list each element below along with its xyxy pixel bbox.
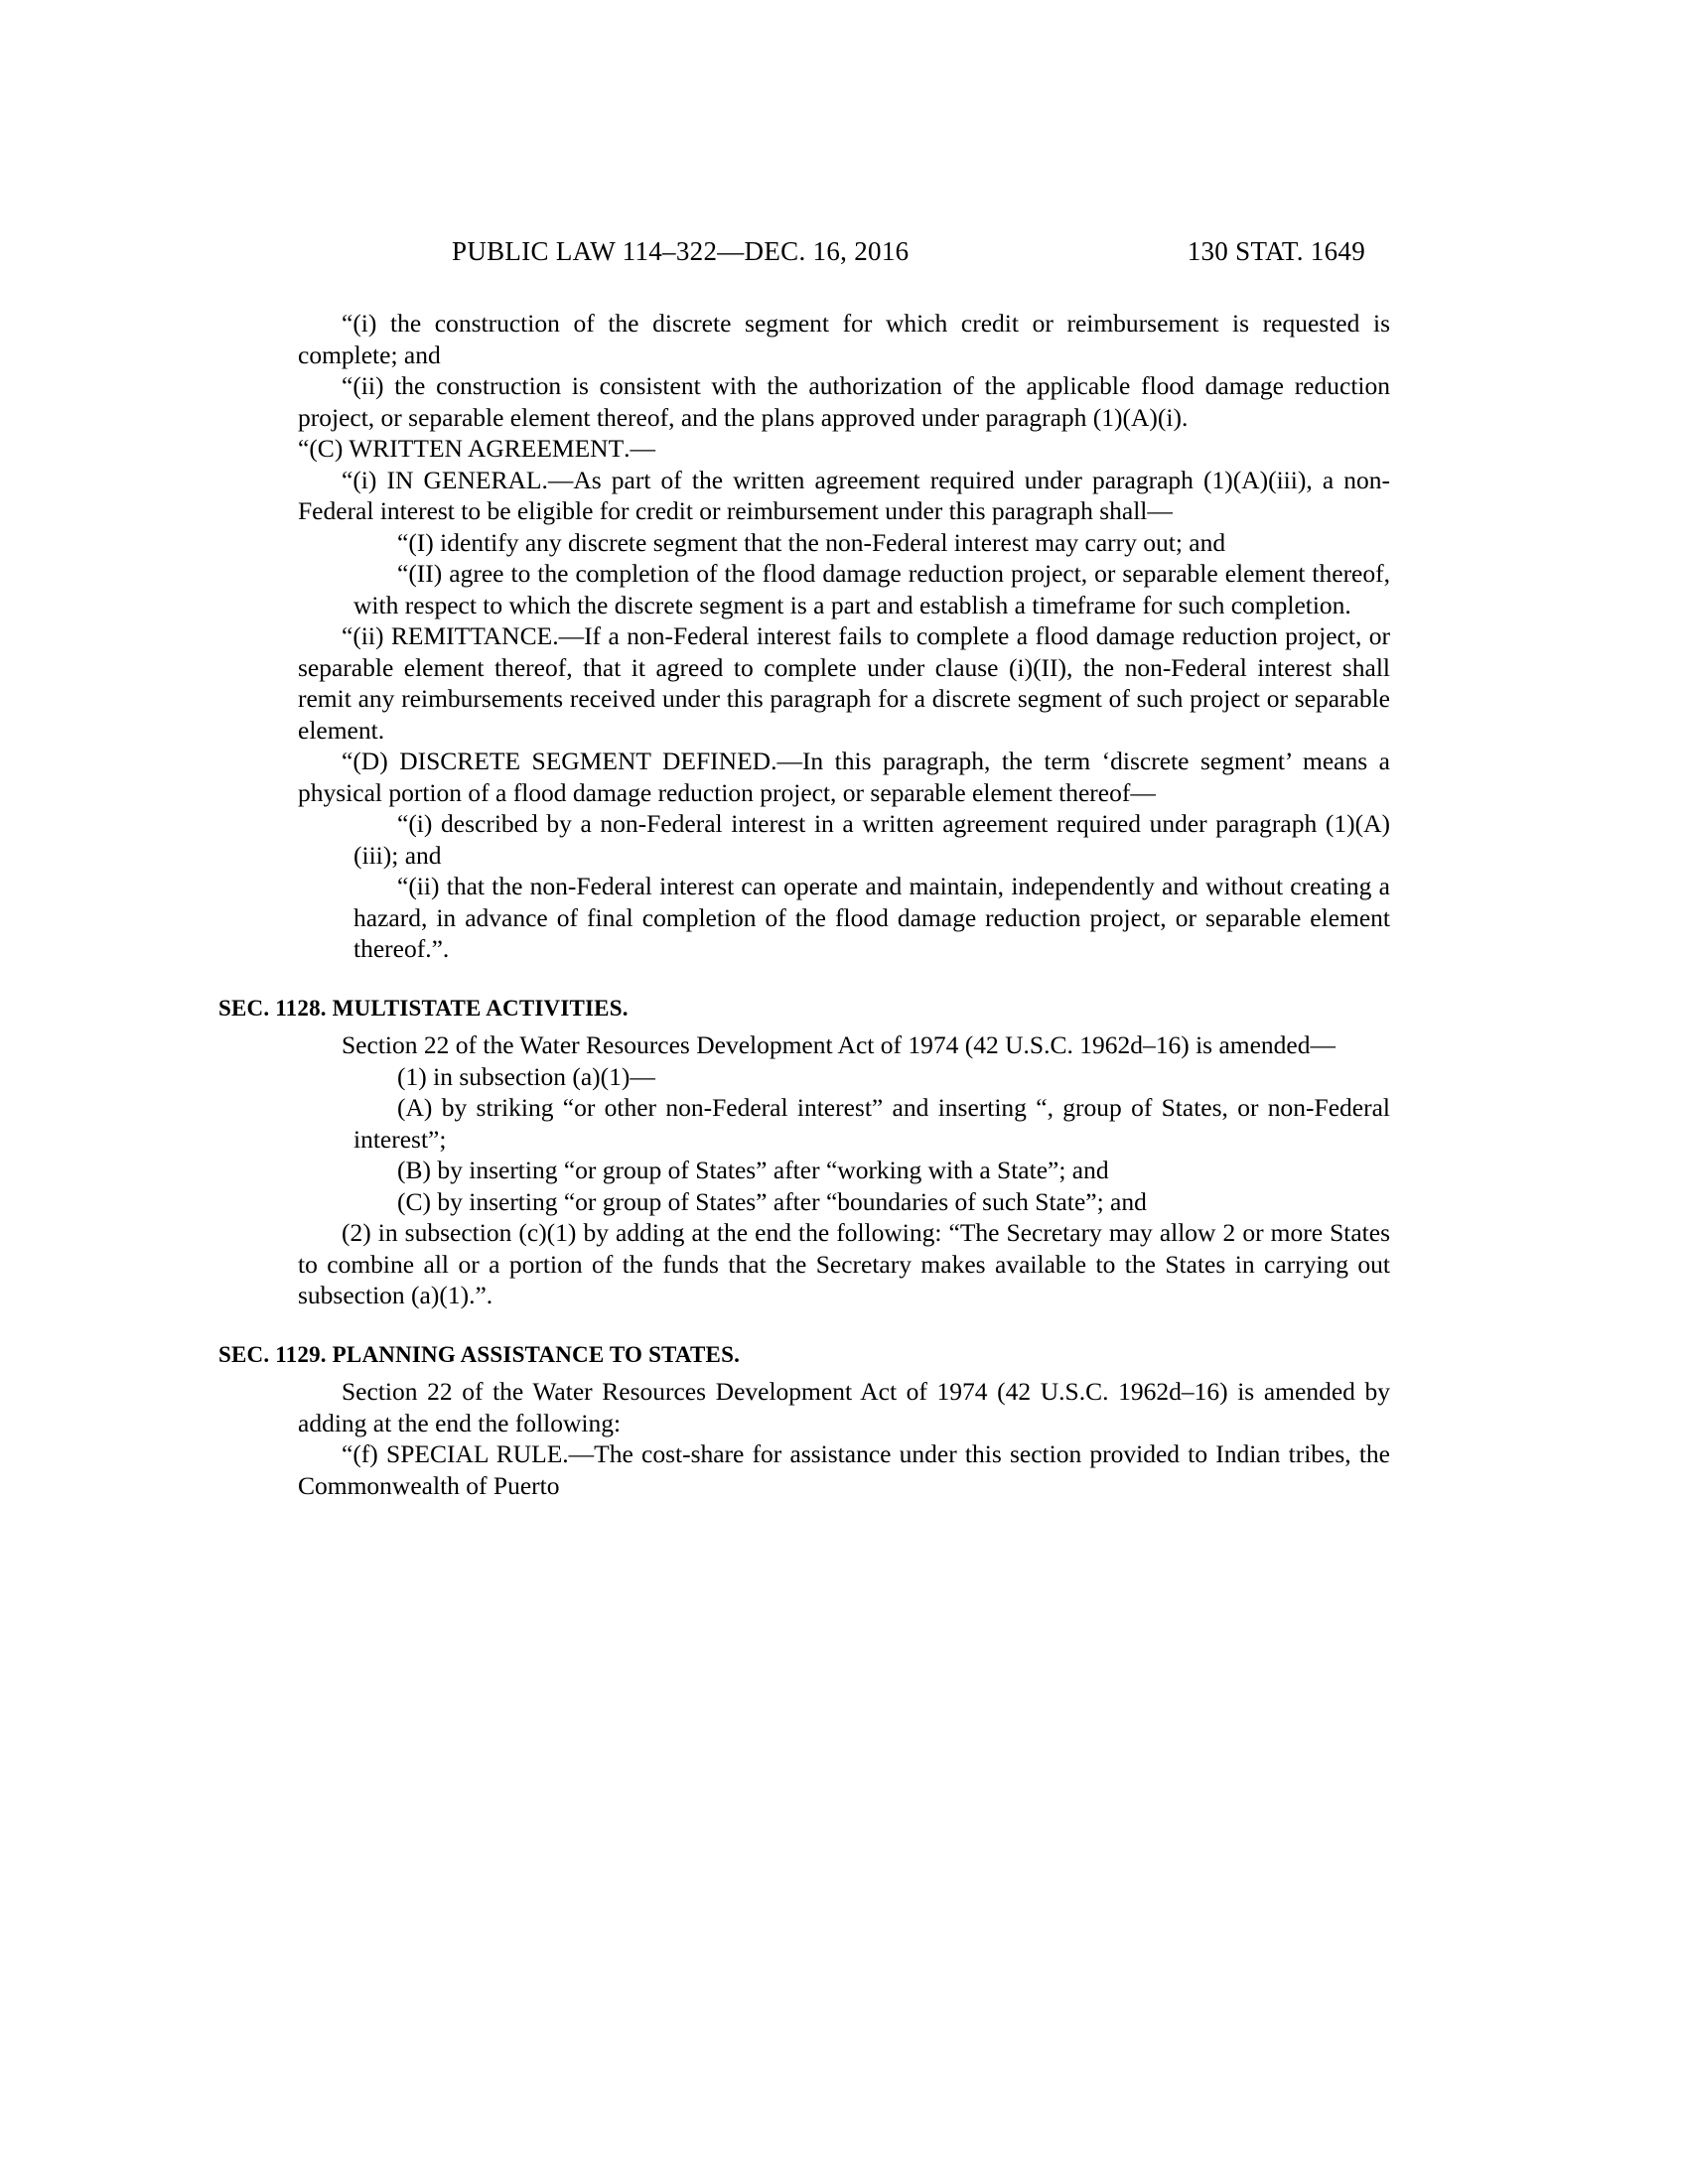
para-d-tail: .—In this paragraph, the term ‘discrete segment’ means a physical portion of a flood damage reduction project, or separable element thereof— <box>298 747 1390 807</box>
paragraph-f-special-rule <box>298 1438 1390 1501</box>
paragraph-2-subsection-c1: (2) in subsection (c)(1) by adding at the end the following: “The Secretary may allow 2 or more States to combine all or a portion of the funds that the Secretary makes available to the States in carrying out subsection (a)(1).”. <box>298 1218 1390 1309</box>
para-f-smallcaps: PECIAL RULE <box>400 1439 563 1468</box>
paragraph-i-construction-complete: “(i) the construction of the discrete segment for which credit or reimbursement is requested is complete; and <box>298 309 1390 369</box>
para-d-smallcaps: ISCRETE SEGMENT DEFINED <box>417 747 772 775</box>
para-f-tail: .—The cost-share for assistance under this section provided to Indian tribes, the Commonwealth of Puerto <box>298 1439 1390 1500</box>
paragraph-c-i-in-general <box>298 465 1390 527</box>
paragraph-c-ii-remittance <box>298 620 1390 746</box>
header-stat-citation: 130 STAT. 1649 <box>1187 236 1365 266</box>
para-d-lead: “(D) D <box>342 747 418 775</box>
paragraph-1-subsection-a1: (1) in subsection (a)(1)— <box>397 1061 655 1091</box>
paragraph-c-written-agreement-head <box>298 433 1390 465</box>
page-header <box>452 236 1365 267</box>
para-c-lead: “(C) W <box>298 434 373 463</box>
para-c-smallcaps: RITTEN AGREEMENT <box>372 434 625 463</box>
paragraph-sec1128-intro: Section 22 of the Water Resources Development Act of 1974 (42 U.S.C. 1962d–16) is amended— <box>342 1030 1336 1059</box>
section-heading-1129: SEC. 1129. PLANNING ASSISTANCE TO STATES. <box>218 1341 741 1367</box>
section-heading-1128: SEC. 1128. MULTISTATE ACTIVITIES. <box>218 995 629 1021</box>
paragraph-A-striking: (A) by striking “or other non-Federal interest” and inserting “, group of States, or non-Federal interest”; <box>353 1093 1390 1154</box>
paragraph-II-agree-completion: “(II) agree to the completion of the flood damage reduction project, or separable element thereof, with respect to which the discrete segment is a part and establish a timeframe for such completion. <box>353 559 1390 619</box>
paragraph-d-discrete-segment-defined <box>298 746 1390 808</box>
para-f-lead: “(f) S <box>342 1439 401 1468</box>
header-public-law: PUBLIC LAW 114–322—DEC. 16, 2016 <box>452 236 910 266</box>
paragraph-sec1129-intro: Section 22 of the Water Resources Development Act of 1974 (42 U.S.C. 1962d–16) is amended by adding at the end the following: <box>298 1377 1390 1437</box>
para-c-ii-tail: .—If a non-Federal interest fails to complete a flood damage reduction project, or separable element thereof, that it agreed to complete under clause (i)(II), the non-Federal interest shall remit any reimbursements received under this paragraph for a discrete segment of such project or separable element. <box>298 621 1390 745</box>
para-c-i-lead: “(i) I <box>342 465 395 494</box>
para-c-ii-smallcaps: EMITTANCE <box>407 621 553 650</box>
paragraph-d-i-described-by: “(i) described by a non-Federal interest in a written agreement required under paragraph (1)(A)(iii); and <box>353 809 1390 870</box>
paragraph-d-ii-operate-maintain: “(ii) that the non-Federal interest can operate and maintain, independently and without creating a hazard, in advance of final completion of the flood damage reduction project, or separable element thereof.”. <box>353 872 1390 963</box>
paragraph-C-inserting-boundaries: (C) by inserting “or group of States” after “boundaries of such State”; and <box>397 1186 1147 1216</box>
paragraph-B-inserting-working: (B) by inserting “or group of States” after “working with a State”; and <box>397 1156 1109 1184</box>
paragraph-I-identify-segment: “(I) identify any discrete segment that the non-Federal interest may carry out; and <box>397 527 1226 557</box>
para-c-i-tail: .—As part of the written agreement required under paragraph (1)(A)(iii), a non-Federal interest to be eligible for credit or reimbursement under this paragraph shall— <box>298 465 1390 525</box>
paragraph-ii-construction-consistent: “(ii) the construction is consistent with the authorization of the applicable flood damage reduction project, or separable element thereof, and the plans approved under paragraph (1)(A)(i). <box>298 371 1390 432</box>
document-body <box>218 308 1390 1501</box>
para-c-i-smallcaps: N GENERAL <box>394 465 542 494</box>
para-c-ii-lead: “(ii) R <box>342 621 408 650</box>
para-c-tail: .— <box>624 434 656 463</box>
